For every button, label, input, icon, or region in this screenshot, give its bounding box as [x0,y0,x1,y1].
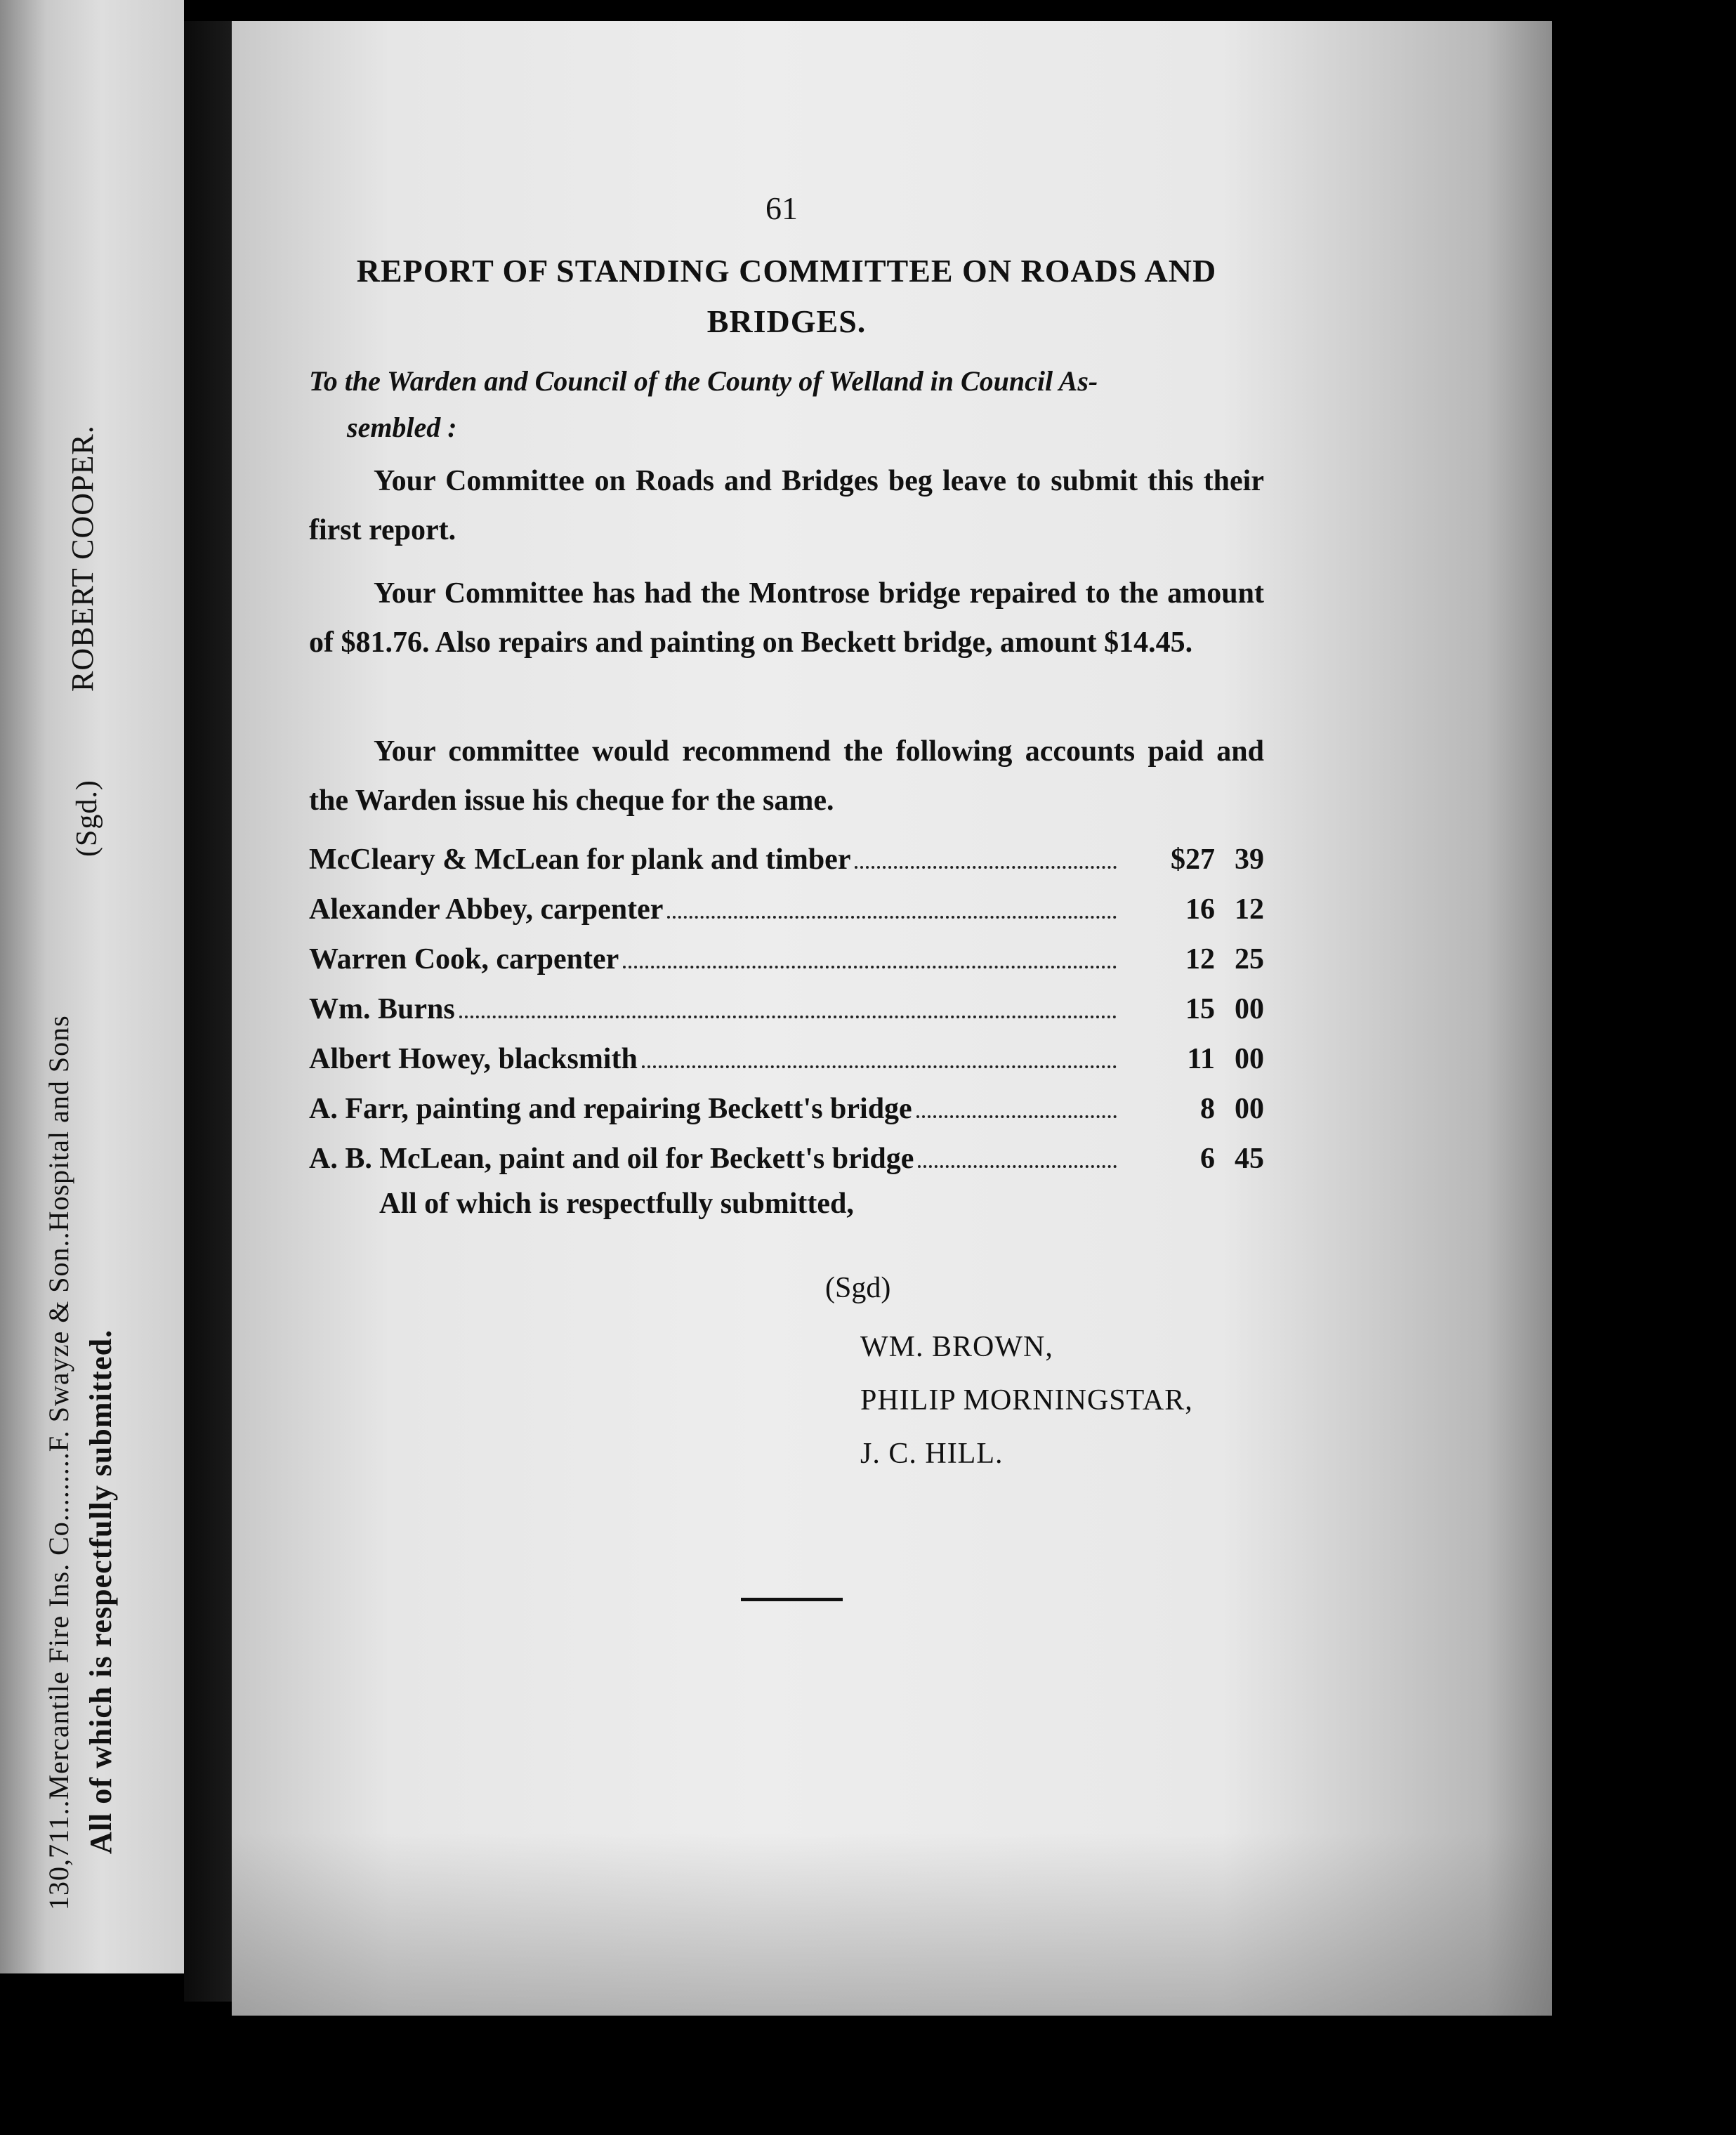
account-cents: 39 [1235,843,1264,876]
account-dollars: 11 [1187,1043,1215,1075]
dot-leader [916,1115,1117,1118]
account-dollars: $27 [1171,843,1215,876]
account-name: McCleary & McLean for plank and timber [309,843,851,876]
closing-line: All of which is respectfully submitted, [379,1188,854,1220]
paragraph-submit: Your Committee on Roads and Bridges beg leave to submit this their first report. [309,465,1264,546]
title-line-1: REPORT OF STANDING COMMITTEE ON ROADS AND [356,253,1217,289]
account-row [309,942,1264,992]
account-cents: 45 [1235,1143,1264,1175]
dot-leader [667,916,1117,919]
signatories [860,1320,1193,1480]
left-page-closing: All of which is respectfully submitted. [84,1329,118,1854]
dot-leader [642,1065,1117,1068]
end-rule [741,1598,843,1601]
account-dollars: 8 [1200,1093,1215,1125]
dot-leader [623,966,1117,968]
account-cents: 25 [1235,943,1264,975]
account-cents: 00 [1235,993,1264,1025]
salutation-line-2: sembled : [347,412,457,443]
account-name: A. Farr, painting and repairing Beckett's bridge [309,1093,912,1125]
left-page-signer: ROBERT COOPER. [65,425,100,692]
account-dollars: 12 [1185,943,1215,975]
signatory: PHILIP MORNINGSTAR, [860,1384,1193,1417]
account-row [309,1042,1264,1092]
account-cents: 00 [1235,1043,1264,1075]
dot-leader [918,1165,1117,1168]
salutation-line-1: To the Warden and Council of the County of Welland in Council As- [309,365,1098,397]
paragraph-recommend: Your committee would recommend the following accounts paid and the Warden issue his cheque for the same. [309,735,1264,817]
signatory: J. C. HILL. [860,1438,1004,1470]
salutation [309,358,1264,451]
page-number: 61 [765,190,798,226]
account-name: Albert Howey, blacksmith [309,1043,638,1075]
account-row [309,1092,1264,1142]
title-line-2: BRIDGES. [706,303,867,339]
accounts-list [309,843,1264,1192]
dot-leader [459,1016,1117,1018]
account-name: Wm. Burns [309,993,455,1025]
account-dollars: 16 [1185,893,1215,926]
account-cents: 12 [1235,893,1264,926]
account-row [309,893,1264,942]
account-row [309,992,1264,1042]
report-title [309,246,1264,347]
account-row [309,1142,1264,1192]
signed-label: (Sgd) [825,1272,891,1304]
account-dollars: 15 [1185,993,1215,1025]
account-name: A. B. McLean, paint and oil for Beckett's bridge [309,1143,914,1175]
left-page-ledger-line: 130,711..Mercantile Fire Ins. Co.........F. Swayze & Son..Hospital and Sons [43,1015,74,1910]
paragraph-repairs: Your Committee has had the Montrose bridge repaired to the amount of $81.76. Also repairs and painting on Beckett bridge, amount $14.45. [309,577,1264,659]
account-row [309,843,1264,893]
account-name: Warren Cook, carpenter [309,943,619,975]
signatory: WM. BROWN, [860,1331,1053,1363]
account-dollars: 6 [1200,1143,1215,1175]
account-name: Alexander Abbey, carpenter [309,893,664,926]
left-page-sgd: (Sgd.) [71,780,103,857]
account-cents: 00 [1235,1093,1264,1125]
dot-leader [855,866,1117,869]
